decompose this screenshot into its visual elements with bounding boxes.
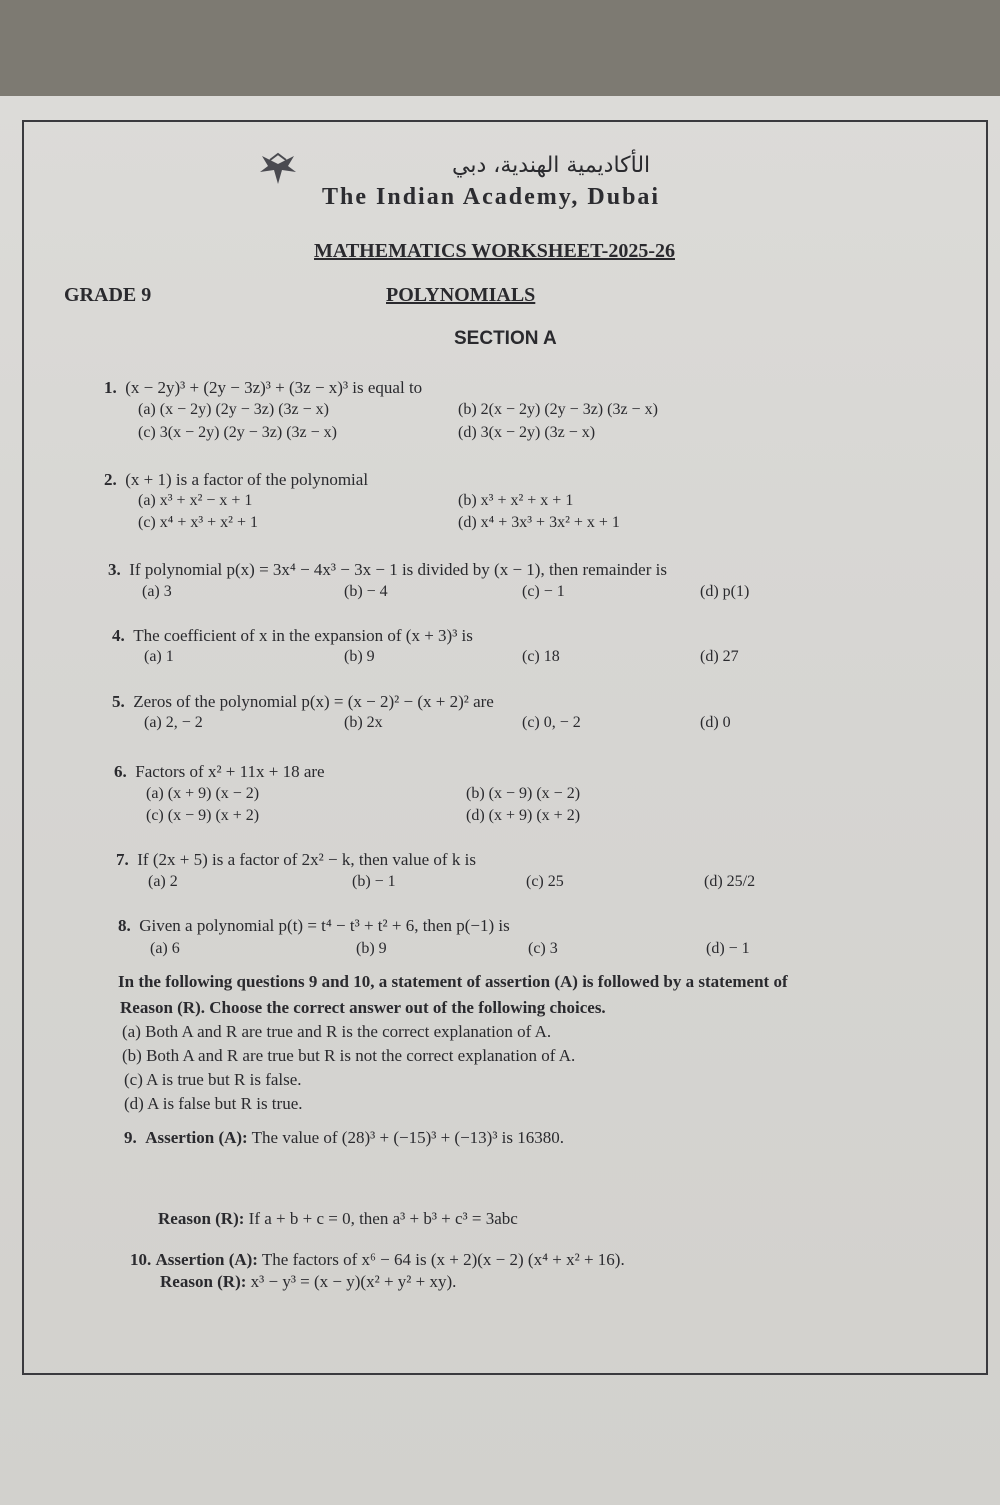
option-d: (d) 25/2 [704, 873, 756, 890]
worksheet-title: MATHEMATICS WORKSHEET-2025-26 [314, 240, 675, 262]
option-d: (d) p(1) [700, 583, 750, 600]
question-text: (x − 2y)³ + (2y − 3z)³ + (3z − x)³ is equal to [125, 378, 423, 397]
option-c: (c) 0, − 2 [522, 714, 581, 731]
option-c: (c) 3(x − 2y) (2y − 3z) (3z − x) [138, 424, 337, 441]
question-text: Factors of x² + 11x + 18 are [135, 762, 325, 781]
option-a: (a) 1 [144, 648, 174, 665]
option-b: (b) 2x [344, 714, 383, 731]
choice-d: (d) A is false but R is true. [124, 1094, 303, 1113]
option-c: (c) 3 [528, 940, 558, 957]
question-3 [108, 560, 667, 580]
question-number: 1. [104, 378, 117, 397]
reason-label: Reason (R): [158, 1209, 245, 1228]
assertion-label: Assertion (A): [145, 1128, 248, 1147]
option-a: (a) x³ + x² − x + 1 [138, 492, 253, 509]
option-a: (a) 2, − 2 [144, 714, 203, 731]
option-c: (c) 25 [526, 873, 564, 890]
topic-title: POLYNOMIALS [386, 284, 536, 306]
question-number: 8. [118, 916, 131, 935]
choice-c: (c) A is true but R is false. [124, 1070, 302, 1089]
option-d: (d) x⁴ + 3x³ + 3x² + x + 1 [458, 514, 620, 531]
option-a: (a) (x + 9) (x − 2) [146, 785, 260, 802]
question-number: 10. [130, 1250, 152, 1269]
reason-text: x³ − y³ = (x − y)(x² + y² + xy). [250, 1272, 457, 1291]
assertion-text: The value of (28)³ + (−15)³ + (−13)³ is 16380. [251, 1128, 565, 1147]
option-d: (d) 0 [700, 714, 731, 731]
option-b: (b) − 4 [344, 583, 388, 600]
question-number: 3. [108, 560, 121, 579]
option-c: (c) x⁴ + x³ + x² + 1 [138, 514, 258, 531]
option-c: (c) − 1 [522, 583, 565, 600]
choice-a: (a) Both A and R are true and R is the correct explanation of A. [122, 1022, 552, 1041]
school-name: The Indian Academy, Dubai [322, 184, 661, 210]
reason-label: Reason (R): [160, 1272, 247, 1291]
reason-text: If a + b + c = 0, then a³ + b³ + c³ = 3abc [248, 1209, 518, 1228]
grade-label: GRADE 9 [64, 284, 152, 306]
question-1 [104, 378, 422, 398]
option-a: (a) 3 [142, 583, 172, 600]
question-8 [118, 916, 510, 936]
question-text: If (2x + 5) is a factor of 2x² − k, then value of k is [137, 850, 476, 869]
question-10-assertion [130, 1250, 625, 1270]
question-text: Given a polynomial p(t) = t⁴ − t³ + t² + 6, then p(−1) is [139, 916, 510, 935]
question-10-reason [160, 1272, 456, 1292]
question-text: If polynomial p(x) = 3x⁴ − 4x³ − 3x − 1 is divided by (x − 1), then remainder is [129, 560, 667, 579]
option-c: (c) 18 [522, 648, 560, 665]
option-a: (a) 6 [150, 940, 180, 957]
choice-b: (b) Both A and R are true but R is not the correct explanation of A. [122, 1046, 576, 1065]
page-border [22, 120, 988, 1375]
school-logo-icon [258, 150, 298, 188]
question-number: 4. [112, 626, 125, 645]
question-2 [104, 470, 368, 490]
question-text: (x + 1) is a factor of the polynomial [125, 470, 369, 489]
question-4 [112, 626, 473, 646]
question-9-assertion [124, 1128, 564, 1148]
question-number: 9. [124, 1128, 137, 1147]
school-name-arabic: الأكاديمية الهندية، دبي [452, 153, 651, 178]
option-b: (b) 2(x − 2y) (2y − 3z) (3z − x) [458, 401, 658, 418]
assertion-text: The factors of x⁶ − 64 is (x + 2)(x − 2) (x⁴ + x² + 16). [261, 1250, 625, 1269]
option-d: (d) (x + 9) (x + 2) [466, 807, 581, 824]
question-number: 6. [114, 762, 127, 781]
question-text: Zeros of the polynomial p(x) = (x − 2)² − (x + 2)² are [133, 692, 494, 711]
option-d: (d) 3(x − 2y) (3z − x) [458, 424, 596, 441]
question-number: 7. [116, 850, 129, 869]
option-b: (b) 9 [344, 648, 375, 665]
option-d: (d) − 1 [706, 940, 750, 957]
option-b: (b) x³ + x² + x + 1 [458, 492, 574, 509]
question-number: 5. [112, 692, 125, 711]
assertion-label: Assertion (A): [155, 1250, 258, 1269]
option-c: (c) (x − 9) (x + 2) [146, 807, 260, 824]
section-heading: SECTION A [454, 328, 557, 349]
question-9-reason [158, 1209, 518, 1229]
option-b: (b) 9 [356, 940, 387, 957]
option-d: (d) 27 [700, 648, 739, 665]
assertion-instruction-line2: Reason (R). Choose the correct answer out of the following choices. [120, 998, 606, 1017]
question-5 [112, 692, 494, 712]
option-a: (a) (x − 2y) (2y − 3z) (3z − x) [138, 401, 329, 418]
option-a: (a) 2 [148, 873, 178, 890]
question-number: 2. [104, 470, 117, 489]
assertion-instruction-line1: In the following questions 9 and 10, a statement of assertion (A) is followed by a statement of [118, 972, 788, 991]
option-b: (b) (x − 9) (x − 2) [466, 785, 581, 802]
question-7 [116, 850, 476, 870]
question-6 [114, 762, 325, 782]
question-text: The coefficient of x in the expansion of (x + 3)³ is [133, 626, 473, 645]
option-b: (b) − 1 [352, 873, 396, 890]
